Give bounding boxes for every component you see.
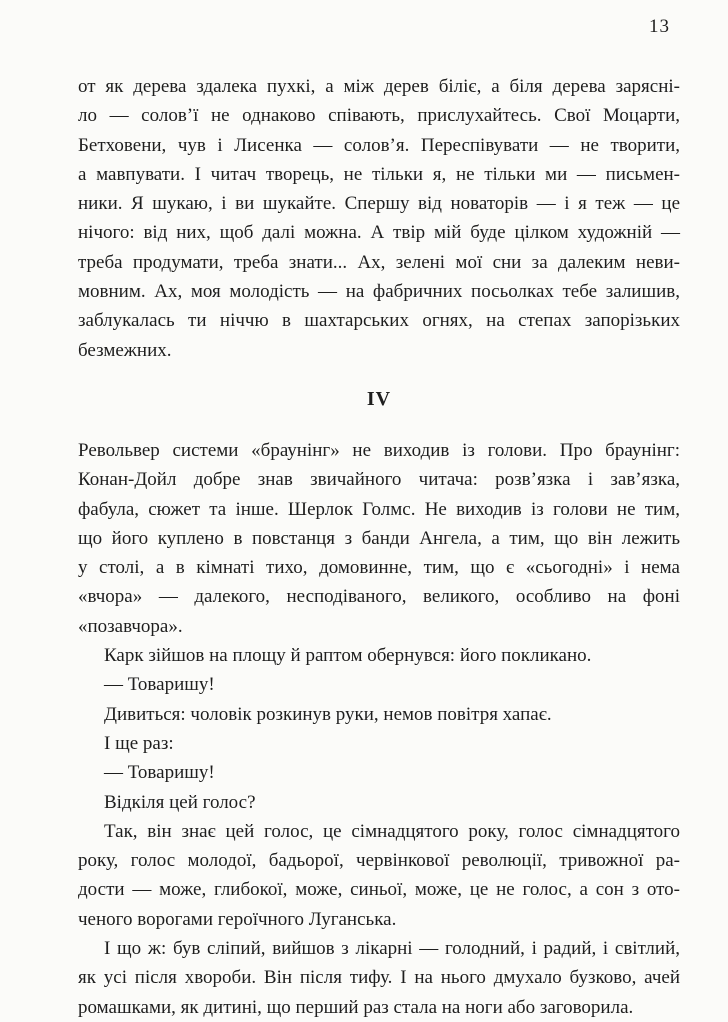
text-line: безмежних. xyxy=(78,339,172,361)
text-line: І що ж: був сліпий, вийшов з лікарні — голодний, і радий, і світлий, xyxy=(104,938,680,960)
text-line: Карк зійшов на площу й раптом обернувся: його покликано. xyxy=(104,645,592,667)
text-line: фабула, сюжет та інше. Шерлок Голмс. Не виходив із голови не тим, xyxy=(78,498,680,520)
text-line: — Товаришу! xyxy=(104,674,215,696)
text-line: у столі, а в кімнаті тихо, домовинне, тим, що є «сьогодні» і нема xyxy=(78,557,680,579)
text-line: ромашками, як дитині, що перший раз стала на ноги або заговорила. xyxy=(78,996,634,1018)
text-line: Конан-Дойл добре знав звичайного читача: розв’язка і зав’язка, xyxy=(78,469,680,491)
page-text xyxy=(78,72,680,1022)
text-line: от як дерева здалека пухкі, а між дерев біліє, а біля дерева заряснi- xyxy=(78,76,680,97)
text-line: «позавчора». xyxy=(78,615,183,637)
paragraph-block-2 xyxy=(78,436,680,1022)
text-line: — Товаришу! xyxy=(104,762,215,784)
text-line: Відкіля цей голос? xyxy=(104,791,256,813)
paragraph-block-1 xyxy=(78,72,680,365)
text-line: мовним. Ах, моя молодість — на фабричних посьолках тебе залишив, xyxy=(78,281,680,303)
text-line: року, голос молодої, бадьорої, червінкової революції, тривожної ра- xyxy=(78,850,680,872)
text-line: заблукалась ти ніччю в шахтарських огнях, на степах запорізьких xyxy=(78,310,680,332)
page-number: 13 xyxy=(649,16,670,37)
text-line: що його куплено в повстанця з банди Ангела, а тим, що він лежить xyxy=(78,527,680,549)
text-line: Так, він знає цей голос, це сімнадцятого року, голос сімнадцятого xyxy=(104,820,680,842)
text-line: І ще раз: xyxy=(104,732,174,754)
text-line: як усі після хвороби. Він після тифу. І на нього дмухало бузково, ачей xyxy=(78,967,680,989)
text-line: ники. Я шукаю, і ви шукайте. Спершу від новаторів — і я теж — це xyxy=(78,193,680,215)
text-line: ченого ворогами героїчного Луганська. xyxy=(78,908,397,930)
text-line: треба продумати, треба знати... Ах, зелені мої сни за далеким неви- xyxy=(78,251,680,273)
text-line: Револьвер системи «браунінг» не виходив із голови. Про браунінг: xyxy=(78,439,680,461)
chapter-heading: IV xyxy=(366,387,392,410)
text-line: «вчора» — далекого, несподіваного, великого, особливо на фоні xyxy=(78,586,680,608)
text-line: дости — може, глибокої, може, синьої, може, це не голос, а сон з ото- xyxy=(78,879,680,901)
text-line: ло — солов’ї не однаково співають, прислухайтесь. Свої Моцарти, xyxy=(78,105,680,127)
text-line: Бетховени, чув і Лисенка — солов’я. Переспівувати — не творити, xyxy=(78,134,680,156)
text-line: нічого: від них, щоб далі можна. А твір мій буде цілком художній — xyxy=(78,222,680,244)
text-line: Дивиться: чоловік розкинув руки, немов повітря хапає. xyxy=(104,703,552,725)
text-line: а мавпувати. І читач творець, не тільки я, не тільки ми — письмен- xyxy=(78,163,680,185)
